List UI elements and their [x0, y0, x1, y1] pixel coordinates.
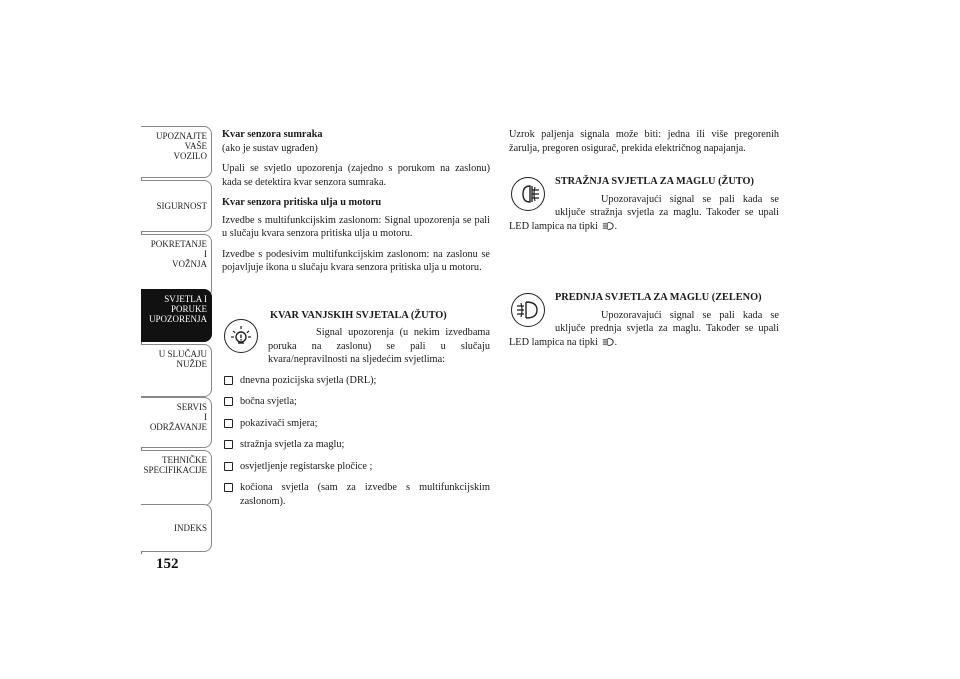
chapter-tab-5[interactable] [141, 344, 212, 397]
paragraph-cause: Uzrok paljenja signala može biti: jedna ili više pregorenih žarulja, pregoren osigurač, prekida električnog napajanja. [509, 129, 779, 154]
light-list [222, 374, 490, 509]
list-item: dnevna pozicijska svjetla (DRL); [222, 374, 490, 388]
chapter-tab-label: PORUKE [170, 304, 207, 314]
rear-fog-title: STRAŽNJA SVJETLA ZA MAGLU (ŽUTO) [555, 176, 754, 187]
chapter-tab-4[interactable] [141, 289, 212, 342]
front-fog-title: PREDNJA SVJETLA ZA MAGLU (ZELENO) [555, 292, 762, 303]
list-item: kočiona svjetla (sam za izvedbe s multifunkcijskim zaslonom). [222, 481, 490, 508]
chapter-tab-label: VOŽNJA [172, 259, 207, 269]
front-fog-end: . [614, 336, 618, 348]
exterior-light-fault-block [222, 309, 490, 509]
chapter-tab-label: VAŠE [184, 141, 207, 151]
chapter-tab-1[interactable] [141, 126, 212, 178]
bulb-fault-icon [224, 319, 258, 353]
rear-fog-text: Upozoravajući signal se pali kada se uključe stražnja svjetla za maglu. Također se upali LED lampica na tipki [509, 193, 779, 232]
rear-fog-end: . [614, 220, 618, 232]
chapter-tab-label: POKRETANJE [150, 239, 207, 249]
heading-twilight-sensor: Kvar senzora sumraka [222, 129, 323, 140]
paragraph: Izvedbe s multifunkcijskim zaslonom: Signal upozorenja se pali u slučaju kvara senzora pritiska ulja u motoru. [222, 214, 490, 239]
chapter-tab-label: UPOZORENJA [148, 314, 207, 324]
chapter-tab-7[interactable] [141, 450, 212, 506]
chapter-tab-label: SPECIFIKACIJE [143, 465, 207, 475]
front-fog-button-icon [602, 337, 614, 347]
front-fog-light-icon [511, 293, 545, 327]
chapter-tab-label: INDEKS [174, 523, 207, 533]
front-fog-block [509, 291, 779, 349]
heading-oil-pressure-sensor: Kvar senzora pritiska ulja u motoru [222, 197, 382, 208]
rear-fog-button-icon [602, 221, 614, 231]
paragraph: Izvedbe s podesivim multifunkcijskim zaslonom: na zaslonu se pojavljuje ikona u slučaju kvara senzora pritiska ulja u motoru. [222, 248, 490, 273]
chapter-tab-label: SERVIS [176, 402, 207, 412]
chapter-tab-label: I [204, 249, 207, 259]
chapter-tab-label: ODRŽAVANJE [149, 422, 207, 432]
rear-fog-block [509, 175, 779, 233]
page-number: 152 [156, 556, 179, 572]
chapter-tab-label: U SLUČAJU [158, 349, 207, 359]
list-item: osvjetljenje registarske pločice ; [222, 460, 490, 474]
chapter-tab-label: SVJETLA I [164, 294, 207, 304]
chapter-tab-6[interactable] [141, 397, 212, 448]
right-column [509, 128, 779, 356]
list-item: stražnja svjetla za maglu; [222, 438, 490, 452]
heading-twilight-sensor-note: (ako je sustav ugrađen) [222, 142, 318, 154]
chapter-tab-8[interactable] [141, 504, 212, 552]
list-item: bočna svjetla; [222, 395, 490, 409]
left-column [222, 128, 490, 516]
rear-fog-light-icon [511, 177, 545, 211]
paragraph: Upali se svjetlo upozorenja (zajedno s porukom na zaslonu) kada se detektira kvar senzora sumraka. [222, 163, 490, 188]
chapter-tab-2[interactable] [141, 180, 212, 232]
chapter-tab-label: NUŽDE [176, 359, 207, 369]
list-item: pokazivači smjera; [222, 417, 490, 431]
chapter-tab-label: SIGURNOST [156, 201, 207, 211]
chapter-tab-label: I [204, 412, 207, 422]
front-fog-text: Upozoravajući signal se pali kada se uključe prednja svjetla za maglu. Također se upali LED lampica na tipki [509, 309, 779, 348]
chapter-tab-label: UPOZNAJTE [156, 131, 207, 141]
exterior-light-fault-text: Signal upozorenja (u nekim izvedbama poruka na zaslonu) se pali u slučaju kvara/nepravilnosti na sljedećim svjetlima: [268, 327, 490, 365]
chapter-tab-label: VOZILO [173, 151, 207, 161]
exterior-light-fault-title: KVAR VANJSKIH SVJETALA (ŽUTO) [270, 309, 447, 321]
chapter-tab-label: TEHNIČKE [162, 455, 207, 465]
